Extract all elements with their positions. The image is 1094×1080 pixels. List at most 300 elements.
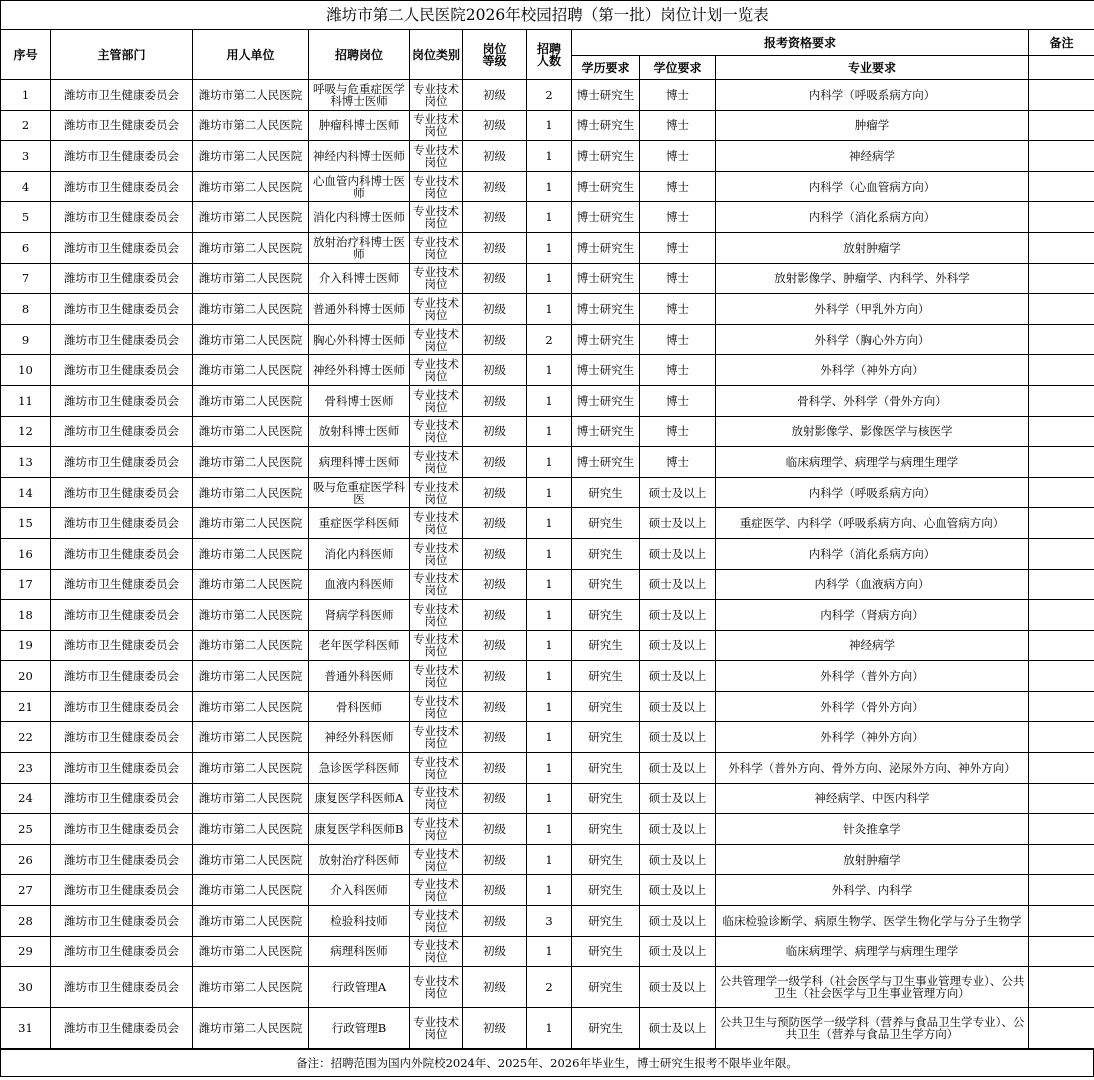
cell-category: 专业技术岗位	[410, 630, 463, 661]
cell-major: 神经病学、中医内科学	[716, 783, 1029, 814]
cell-dept: 潍坊市卫生健康委员会	[51, 355, 193, 386]
cell-degree: 硕士及以上	[640, 875, 716, 906]
cell-post: 康复医学科医师A	[309, 783, 410, 814]
cell-education: 研究生	[572, 691, 640, 722]
cell-degree: 博士	[640, 171, 716, 202]
page-title: 潍坊市第二人民医院2026年校园招聘（第一批）岗位计划一览表	[1, 1, 1094, 30]
cell-category: 专业技术岗位	[410, 814, 463, 845]
header-remark: 备注	[1029, 30, 1094, 56]
cell-level: 初级	[463, 691, 527, 722]
cell-major: 内科学（呼吸系病方向）	[716, 80, 1029, 111]
cell-post: 骨科医师	[309, 691, 410, 722]
cell-seq: 8	[1, 294, 51, 325]
cell-major: 外科学（普外方向、骨外方向、泌尿外方向、神外方向）	[716, 753, 1029, 784]
cell-remark	[1029, 538, 1094, 569]
cell-seq: 30	[1, 967, 51, 1008]
table-row	[1, 722, 1094, 753]
cell-post: 吸与危重症医学科医	[309, 477, 410, 508]
header-level: 岗位等级	[463, 30, 527, 80]
cell-category: 专业技术岗位	[410, 324, 463, 355]
cell-education: 博士研究生	[572, 202, 640, 233]
cell-major: 外科学（神外方向）	[716, 355, 1029, 386]
cell-dept: 潍坊市卫生健康委员会	[51, 477, 193, 508]
cell-post: 检验科技师	[309, 906, 410, 937]
cell-count: 1	[527, 355, 572, 386]
cell-count: 1	[527, 630, 572, 661]
cell-level: 初级	[463, 600, 527, 631]
cell-category: 专业技术岗位	[410, 600, 463, 631]
cell-unit: 潍坊市第二人民医院	[193, 80, 309, 111]
cell-dept: 潍坊市卫生健康委员会	[51, 294, 193, 325]
cell-count: 1	[527, 875, 572, 906]
cell-remark	[1029, 232, 1094, 263]
cell-education: 研究生	[572, 753, 640, 784]
cell-unit: 潍坊市第二人民医院	[193, 263, 309, 294]
cell-seq: 27	[1, 875, 51, 906]
cell-degree: 硕士及以上	[640, 967, 716, 1008]
header-unit: 用人单位	[193, 30, 309, 80]
cell-dept: 潍坊市卫生健康委员会	[51, 385, 193, 416]
cell-education: 博士研究生	[572, 232, 640, 263]
cell-unit: 潍坊市第二人民医院	[193, 232, 309, 263]
cell-major: 针灸推拿学	[716, 814, 1029, 845]
cell-count: 1	[527, 936, 572, 967]
cell-major: 重症医学、内科学（呼吸系病方向、心血管病方向）	[716, 508, 1029, 539]
cell-major: 外科学（甲乳外方向）	[716, 294, 1029, 325]
cell-count: 1	[527, 477, 572, 508]
cell-dept: 潍坊市卫生健康委员会	[51, 1008, 193, 1049]
cell-education: 研究生	[572, 508, 640, 539]
cell-category: 专业技术岗位	[410, 477, 463, 508]
cell-major: 放射影像学、肿瘤学、内科学、外科学	[716, 263, 1029, 294]
cell-degree: 硕士及以上	[640, 538, 716, 569]
cell-major: 肿瘤学	[716, 110, 1029, 141]
cell-dept: 潍坊市卫生健康委员会	[51, 202, 193, 233]
cell-level: 初级	[463, 875, 527, 906]
cell-post: 急诊医学科医师	[309, 753, 410, 784]
footnote-table	[0, 1049, 1094, 1077]
cell-degree: 博士	[640, 385, 716, 416]
cell-category: 专业技术岗位	[410, 753, 463, 784]
cell-degree: 硕士及以上	[640, 661, 716, 692]
cell-remark	[1029, 385, 1094, 416]
cell-level: 初级	[463, 232, 527, 263]
cell-remark	[1029, 875, 1094, 906]
cell-unit: 潍坊市第二人民医院	[193, 385, 309, 416]
cell-category: 专业技术岗位	[410, 661, 463, 692]
cell-degree: 硕士及以上	[640, 569, 716, 600]
cell-education: 研究生	[572, 844, 640, 875]
cell-count: 1	[527, 783, 572, 814]
table-row	[1, 202, 1094, 233]
cell-degree: 博士	[640, 324, 716, 355]
cell-degree: 硕士及以上	[640, 477, 716, 508]
cell-post: 重症医学科医师	[309, 508, 410, 539]
cell-post: 介入科医师	[309, 875, 410, 906]
cell-count: 1	[527, 202, 572, 233]
cell-category: 专业技术岗位	[410, 171, 463, 202]
cell-level: 初级	[463, 294, 527, 325]
cell-seq: 18	[1, 600, 51, 631]
cell-remark	[1029, 1008, 1094, 1049]
cell-count: 1	[527, 538, 572, 569]
cell-post: 行政管理A	[309, 967, 410, 1008]
cell-level: 初级	[463, 447, 527, 478]
cell-category: 专业技术岗位	[410, 691, 463, 722]
cell-education: 博士研究生	[572, 110, 640, 141]
cell-post: 放射治疗科博士医师	[309, 232, 410, 263]
cell-count: 2	[527, 967, 572, 1008]
cell-degree: 硕士及以上	[640, 906, 716, 937]
header-dept: 主管部门	[51, 30, 193, 80]
cell-post: 肿瘤科博士医师	[309, 110, 410, 141]
cell-category: 专业技术岗位	[410, 875, 463, 906]
cell-count: 1	[527, 416, 572, 447]
cell-remark	[1029, 783, 1094, 814]
cell-level: 初级	[463, 538, 527, 569]
table-row	[1, 447, 1094, 478]
cell-category: 专业技术岗位	[410, 385, 463, 416]
header-post: 招聘岗位	[309, 30, 410, 80]
cell-level: 初级	[463, 355, 527, 386]
cell-category: 专业技术岗位	[410, 232, 463, 263]
cell-level: 初级	[463, 171, 527, 202]
cell-level: 初级	[463, 967, 527, 1008]
cell-seq: 21	[1, 691, 51, 722]
cell-dept: 潍坊市卫生健康委员会	[51, 538, 193, 569]
cell-remark	[1029, 477, 1094, 508]
cell-unit: 潍坊市第二人民医院	[193, 722, 309, 753]
cell-category: 专业技术岗位	[410, 844, 463, 875]
cell-dept: 潍坊市卫生健康委员会	[51, 508, 193, 539]
cell-remark	[1029, 753, 1094, 784]
cell-unit: 潍坊市第二人民医院	[193, 630, 309, 661]
cell-unit: 潍坊市第二人民医院	[193, 202, 309, 233]
cell-education: 博士研究生	[572, 171, 640, 202]
cell-level: 初级	[463, 80, 527, 111]
cell-unit: 潍坊市第二人民医院	[193, 355, 309, 386]
cell-education: 博士研究生	[572, 385, 640, 416]
cell-remark	[1029, 355, 1094, 386]
cell-major: 内科学（消化系病方向）	[716, 538, 1029, 569]
cell-level: 初级	[463, 508, 527, 539]
cell-seq: 14	[1, 477, 51, 508]
cell-level: 初级	[463, 569, 527, 600]
cell-education: 研究生	[572, 661, 640, 692]
table-row	[1, 110, 1094, 141]
cell-major: 神经病学	[716, 630, 1029, 661]
cell-level: 初级	[463, 906, 527, 937]
cell-count: 1	[527, 691, 572, 722]
cell-degree: 硕士及以上	[640, 600, 716, 631]
cell-category: 专业技术岗位	[410, 355, 463, 386]
cell-education: 博士研究生	[572, 263, 640, 294]
cell-count: 1	[527, 171, 572, 202]
cell-remark	[1029, 600, 1094, 631]
footnote: 备注：招聘范围为国内外院校2024年、2025年、2026年毕业生，博士研究生报考不限毕业年限。	[1, 1050, 1094, 1077]
cell-count: 1	[527, 753, 572, 784]
cell-remark	[1029, 967, 1094, 1008]
cell-level: 初级	[463, 1008, 527, 1049]
cell-degree: 硕士及以上	[640, 722, 716, 753]
table-row	[1, 844, 1094, 875]
cell-unit: 潍坊市第二人民医院	[193, 1008, 309, 1049]
cell-category: 专业技术岗位	[410, 263, 463, 294]
cell-seq: 29	[1, 936, 51, 967]
cell-level: 初级	[463, 385, 527, 416]
cell-seq: 5	[1, 202, 51, 233]
cell-seq: 13	[1, 447, 51, 478]
cell-remark	[1029, 171, 1094, 202]
cell-post: 胸心外科博士医师	[309, 324, 410, 355]
cell-category: 专业技术岗位	[410, 202, 463, 233]
table-row	[1, 691, 1094, 722]
cell-level: 初级	[463, 263, 527, 294]
table-row	[1, 355, 1094, 386]
cell-seq: 12	[1, 416, 51, 447]
cell-major: 临床检验诊断学、病原生物学、医学生物化学与分子生物学	[716, 906, 1029, 937]
cell-remark	[1029, 906, 1094, 937]
cell-post: 骨科博士医师	[309, 385, 410, 416]
cell-count: 1	[527, 141, 572, 172]
cell-unit: 潍坊市第二人民医院	[193, 508, 309, 539]
cell-education: 博士研究生	[572, 80, 640, 111]
cell-post: 消化内科博士医师	[309, 202, 410, 233]
cell-dept: 潍坊市卫生健康委员会	[51, 691, 193, 722]
cell-degree: 硕士及以上	[640, 508, 716, 539]
cell-major: 内科学（呼吸系病方向）	[716, 477, 1029, 508]
cell-count: 1	[527, 1008, 572, 1049]
header-seq: 序号	[1, 30, 51, 80]
cell-count: 1	[527, 722, 572, 753]
cell-unit: 潍坊市第二人民医院	[193, 141, 309, 172]
cell-education: 研究生	[572, 1008, 640, 1049]
cell-post: 神经外科医师	[309, 722, 410, 753]
cell-remark	[1029, 110, 1094, 141]
cell-unit: 潍坊市第二人民医院	[193, 538, 309, 569]
cell-remark	[1029, 814, 1094, 845]
cell-dept: 潍坊市卫生健康委员会	[51, 936, 193, 967]
cell-seq: 26	[1, 844, 51, 875]
cell-post: 病理科博士医师	[309, 447, 410, 478]
cell-education: 研究生	[572, 538, 640, 569]
cell-count: 1	[527, 263, 572, 294]
cell-seq: 15	[1, 508, 51, 539]
cell-category: 专业技术岗位	[410, 936, 463, 967]
cell-unit: 潍坊市第二人民医院	[193, 936, 309, 967]
cell-major: 公共卫生与预防医学一级学科（营养与食品卫生学专业）、公共卫生（营养与食品卫生学方向）	[716, 1008, 1029, 1049]
cell-degree: 博士	[640, 110, 716, 141]
cell-remark	[1029, 263, 1094, 294]
cell-count: 1	[527, 385, 572, 416]
cell-level: 初级	[463, 324, 527, 355]
table-row	[1, 814, 1094, 845]
cell-major: 放射影像学、影像医学与核医学	[716, 416, 1029, 447]
cell-major: 公共管理学一级学科（社会医学与卫生事业管理专业）、公共卫生（社会医学与卫生事业管理方向）	[716, 967, 1029, 1008]
cell-remark	[1029, 722, 1094, 753]
cell-count: 2	[527, 324, 572, 355]
table-row	[1, 753, 1094, 784]
cell-level: 初级	[463, 416, 527, 447]
cell-major: 放射肿瘤学	[716, 844, 1029, 875]
cell-post: 普通外科医师	[309, 661, 410, 692]
table-row	[1, 661, 1094, 692]
cell-category: 专业技术岗位	[410, 110, 463, 141]
cell-major: 外科学（胸心外方向）	[716, 324, 1029, 355]
cell-count: 1	[527, 661, 572, 692]
cell-count: 1	[527, 110, 572, 141]
cell-remark	[1029, 202, 1094, 233]
cell-post: 病理科医师	[309, 936, 410, 967]
cell-level: 初级	[463, 722, 527, 753]
cell-remark	[1029, 630, 1094, 661]
table-row	[1, 508, 1094, 539]
cell-seq: 20	[1, 661, 51, 692]
cell-category: 专业技术岗位	[410, 967, 463, 1008]
table-row	[1, 416, 1094, 447]
cell-dept: 潍坊市卫生健康委员会	[51, 569, 193, 600]
cell-count: 1	[527, 232, 572, 263]
cell-count: 1	[527, 294, 572, 325]
cell-unit: 潍坊市第二人民医院	[193, 783, 309, 814]
cell-dept: 潍坊市卫生健康委员会	[51, 232, 193, 263]
cell-degree: 硕士及以上	[640, 753, 716, 784]
cell-seq: 4	[1, 171, 51, 202]
cell-category: 专业技术岗位	[410, 783, 463, 814]
cell-remark	[1029, 447, 1094, 478]
cell-education: 博士研究生	[572, 447, 640, 478]
cell-degree: 硕士及以上	[640, 783, 716, 814]
cell-remark	[1029, 416, 1094, 447]
cell-unit: 潍坊市第二人民医院	[193, 906, 309, 937]
cell-remark	[1029, 569, 1094, 600]
cell-unit: 潍坊市第二人民医院	[193, 967, 309, 1008]
cell-unit: 潍坊市第二人民医院	[193, 661, 309, 692]
cell-remark	[1029, 661, 1094, 692]
cell-category: 专业技术岗位	[410, 141, 463, 172]
cell-unit: 潍坊市第二人民医院	[193, 875, 309, 906]
cell-remark	[1029, 844, 1094, 875]
table-row	[1, 936, 1094, 967]
header-category: 岗位类别	[410, 30, 463, 80]
cell-category: 专业技术岗位	[410, 447, 463, 478]
table-row	[1, 477, 1094, 508]
cell-seq: 22	[1, 722, 51, 753]
cell-post: 老年医学科医师	[309, 630, 410, 661]
cell-post: 康复医学科医师B	[309, 814, 410, 845]
cell-degree: 博士	[640, 80, 716, 111]
cell-post: 神经外科博士医师	[309, 355, 410, 386]
cell-major: 内科学（肾病方向）	[716, 600, 1029, 631]
cell-level: 初级	[463, 783, 527, 814]
cell-seq: 17	[1, 569, 51, 600]
cell-dept: 潍坊市卫生健康委员会	[51, 630, 193, 661]
cell-education: 研究生	[572, 630, 640, 661]
cell-seq: 2	[1, 110, 51, 141]
cell-major: 外科学（骨外方向）	[716, 691, 1029, 722]
cell-remark	[1029, 691, 1094, 722]
cell-unit: 潍坊市第二人民医院	[193, 110, 309, 141]
cell-post: 心血管内科博士医师	[309, 171, 410, 202]
cell-level: 初级	[463, 844, 527, 875]
header-requirements: 报考资格要求	[572, 30, 1029, 56]
cell-category: 专业技术岗位	[410, 569, 463, 600]
cell-level: 初级	[463, 936, 527, 967]
cell-seq: 7	[1, 263, 51, 294]
header-education: 学历要求	[572, 56, 640, 80]
cell-seq: 23	[1, 753, 51, 784]
table-row	[1, 906, 1094, 937]
cell-education: 研究生	[572, 569, 640, 600]
cell-degree: 硕士及以上	[640, 630, 716, 661]
cell-level: 初级	[463, 753, 527, 784]
cell-seq: 25	[1, 814, 51, 845]
cell-seq: 11	[1, 385, 51, 416]
cell-post: 普通外科博士医师	[309, 294, 410, 325]
cell-major: 临床病理学、病理学与病理生理学	[716, 936, 1029, 967]
cell-dept: 潍坊市卫生健康委员会	[51, 814, 193, 845]
header-degree: 学位要求	[640, 56, 716, 80]
cell-education: 研究生	[572, 477, 640, 508]
cell-level: 初级	[463, 202, 527, 233]
cell-education: 研究生	[572, 600, 640, 631]
cell-unit: 潍坊市第二人民医院	[193, 324, 309, 355]
table-row	[1, 600, 1094, 631]
cell-post: 呼吸与危重症医学科博士医师	[309, 80, 410, 111]
cell-degree: 博士	[640, 263, 716, 294]
cell-degree: 博士	[640, 141, 716, 172]
cell-dept: 潍坊市卫生健康委员会	[51, 967, 193, 1008]
table-row	[1, 630, 1094, 661]
cell-dept: 潍坊市卫生健康委员会	[51, 600, 193, 631]
cell-count: 1	[527, 814, 572, 845]
cell-unit: 潍坊市第二人民医院	[193, 600, 309, 631]
cell-education: 研究生	[572, 814, 640, 845]
cell-degree: 博士	[640, 294, 716, 325]
cell-dept: 潍坊市卫生健康委员会	[51, 875, 193, 906]
cell-seq: 6	[1, 232, 51, 263]
cell-post: 神经内科博士医师	[309, 141, 410, 172]
table-row	[1, 263, 1094, 294]
cell-category: 专业技术岗位	[410, 416, 463, 447]
cell-unit: 潍坊市第二人民医院	[193, 477, 309, 508]
cell-count: 1	[527, 569, 572, 600]
cell-remark	[1029, 936, 1094, 967]
cell-degree: 博士	[640, 416, 716, 447]
cell-category: 专业技术岗位	[410, 294, 463, 325]
cell-level: 初级	[463, 630, 527, 661]
table-row	[1, 171, 1094, 202]
cell-dept: 潍坊市卫生健康委员会	[51, 324, 193, 355]
header-remark-blank	[1029, 56, 1094, 80]
cell-remark	[1029, 324, 1094, 355]
cell-remark	[1029, 508, 1094, 539]
cell-remark	[1029, 141, 1094, 172]
cell-seq: 28	[1, 906, 51, 937]
cell-unit: 潍坊市第二人民医院	[193, 447, 309, 478]
cell-unit: 潍坊市第二人民医院	[193, 753, 309, 784]
cell-unit: 潍坊市第二人民医院	[193, 416, 309, 447]
cell-degree: 博士	[640, 202, 716, 233]
cell-degree: 硕士及以上	[640, 1008, 716, 1049]
cell-category: 专业技术岗位	[410, 722, 463, 753]
cell-unit: 潍坊市第二人民医院	[193, 844, 309, 875]
cell-major: 骨科学、外科学（骨外方向）	[716, 385, 1029, 416]
cell-dept: 潍坊市卫生健康委员会	[51, 110, 193, 141]
cell-count: 1	[527, 508, 572, 539]
cell-education: 研究生	[572, 783, 640, 814]
cell-level: 初级	[463, 141, 527, 172]
